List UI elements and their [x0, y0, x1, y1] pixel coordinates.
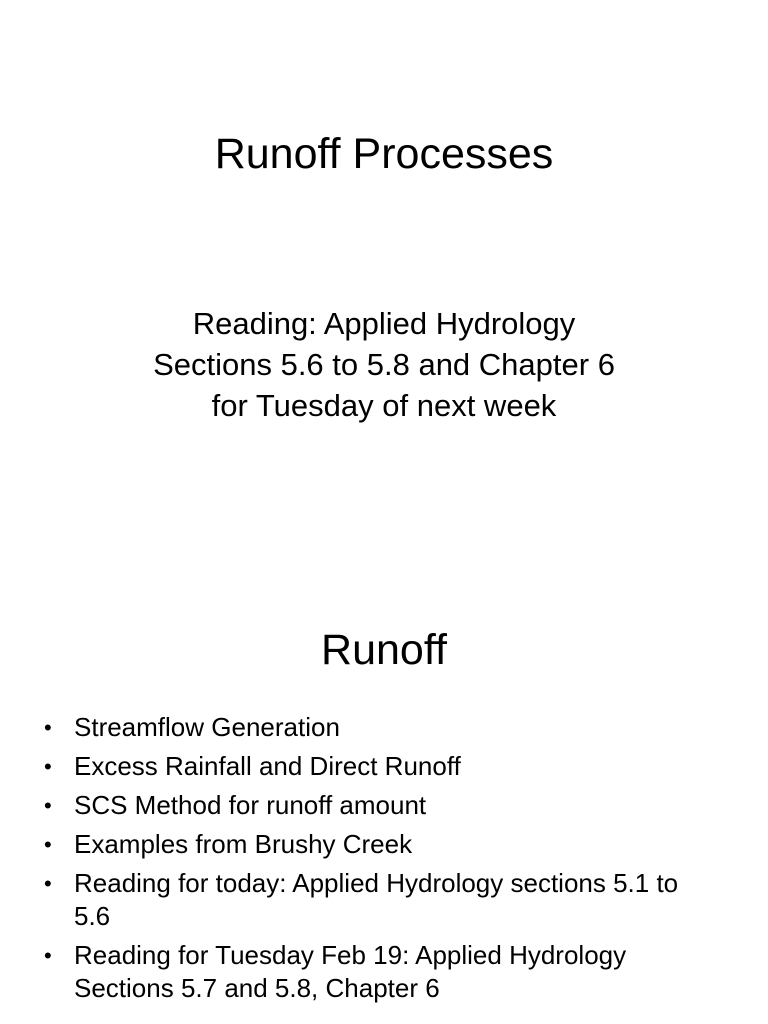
bullet-item	[40, 939, 720, 1005]
bullet-item	[40, 750, 720, 783]
bullet-list	[40, 711, 720, 1011]
slide-1-title: Runoff Processes	[214, 130, 554, 178]
subtitle-line: Sections 5.6 to 5.8 and Chapter 6	[153, 347, 615, 382]
subtitle-line: for Tuesday of next week	[211, 388, 557, 423]
bullet-item	[40, 867, 720, 933]
bullet-item	[40, 828, 720, 861]
bullet-dot-icon: •	[44, 754, 52, 779]
slide-2-title: Runoff	[321, 626, 447, 674]
bullet-dot-icon: •	[44, 943, 52, 968]
slide-2	[0, 560, 768, 1024]
bullet-item	[40, 711, 720, 744]
bullet-text: SCS Method for runoff amount	[74, 790, 427, 820]
bullet-text: Streamflow Generation	[74, 712, 340, 742]
bullet-text: Excess Rainfall and Direct Runoff	[74, 751, 461, 781]
bullet-text: Reading for today: Applied Hydrology sections 5.1 to 5.6	[74, 868, 679, 931]
bullet-dot-icon: •	[44, 715, 52, 740]
bullet-item	[40, 789, 720, 822]
bullet-text: Examples from Brushy Creek	[74, 829, 413, 859]
subtitle-line: Reading: Applied Hydrology	[192, 306, 576, 341]
bullet-dot-icon: •	[44, 793, 52, 818]
bullet-dot-icon: •	[44, 871, 52, 896]
slide-1-subtitle	[0, 303, 768, 426]
bullet-dot-icon: •	[44, 832, 52, 857]
bullet-text: Reading for Tuesday Feb 19: Applied Hydrology Sections 5.7 and 5.8, Chapter 6	[74, 940, 627, 1003]
